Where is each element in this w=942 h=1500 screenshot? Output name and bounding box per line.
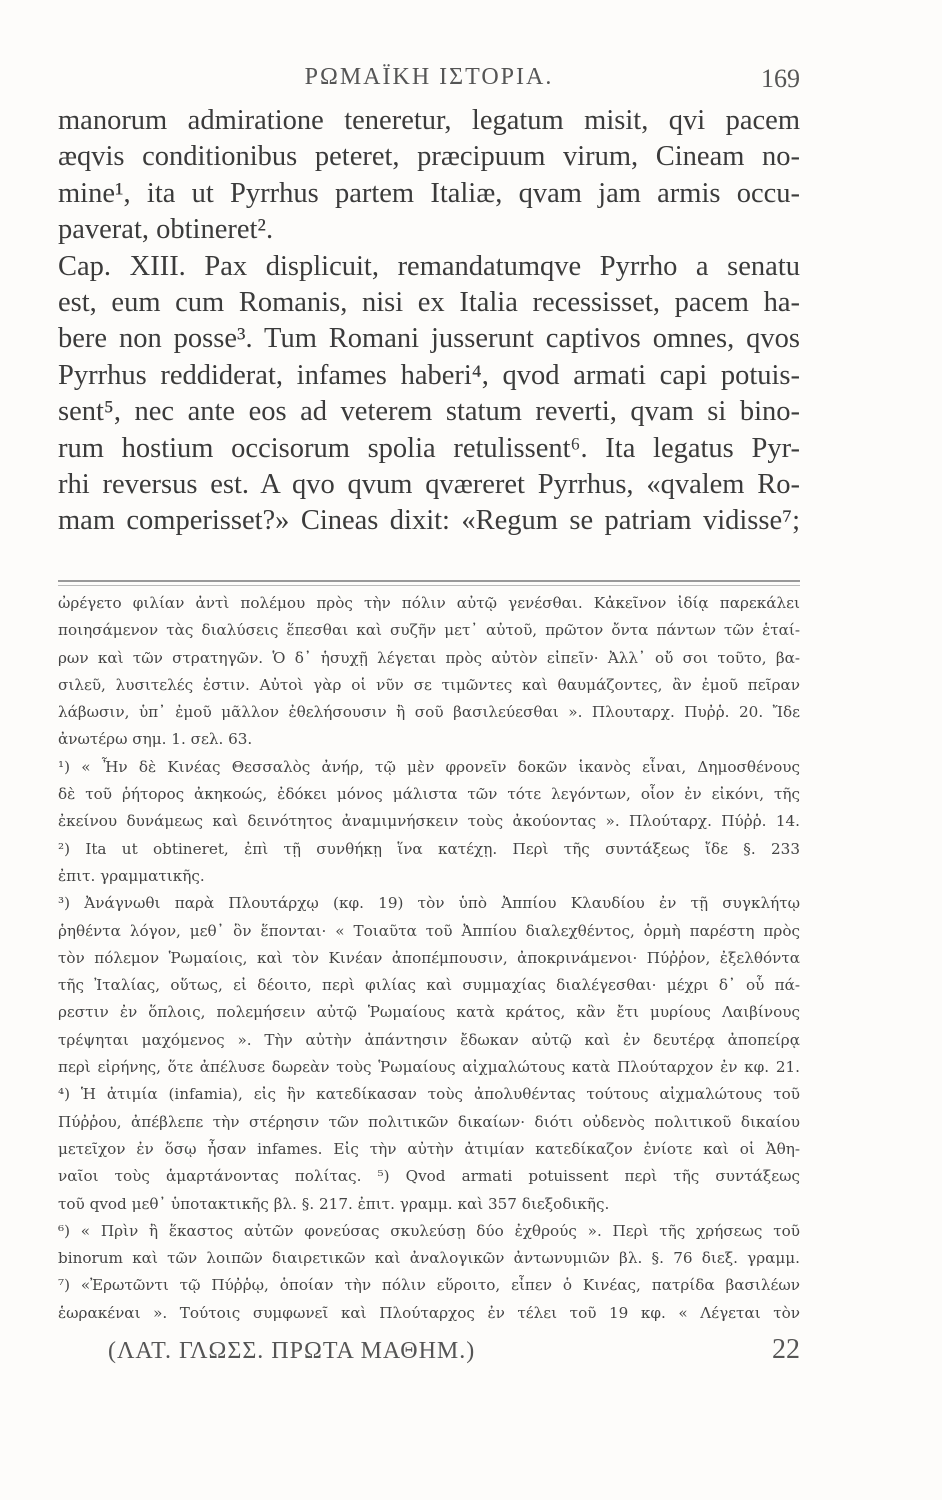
main-line: Cap. XIII. Pax displicuit, remandatumqve Pyrrho a senatu [58, 250, 800, 282]
footnote-line: ²) Ita ut obtineret, ἐπὶ τῇ συνθήκῃ ἵνα κατέχῃ. Περὶ τῆς συντάξεως ἴδε §. 233 [58, 839, 800, 858]
main-line: mam comperisset?» Cineas dixit: «Regum se patriam vidisse⁷; [58, 505, 800, 537]
footnote-line: binorum καὶ τῶν λοιπῶν διαιρετικῶν καὶ ἀναλογικῶν ἀντωνυμιῶν βλ. §. 76 διεξ. γραμμ. [58, 1249, 800, 1268]
footnote-line: Πύῤῥου, ἀπέβλεπε τὴν στέρησιν τῶν πολιτικῶν δικαίων· διότι οὐδενὸς πολιτικοῦ δικαίου [58, 1112, 800, 1131]
footnote-line: ὠρέγετο φιλίαν ἀντὶ πολέμου πρὸς τὴν πόλιν αὐτῷ γενέσθαι. Κἀκεῖνον ἰδίᾳ παρεκάλει [58, 594, 800, 612]
page-number: 169 [761, 64, 800, 93]
running-header [58, 64, 800, 100]
main-line: Pyrrhus reddiderat, infames haberi⁴, qvod armati capi potuis- [58, 359, 800, 391]
main-line: mine¹, ita ut Pyrrhus partem Italiæ, qvam jam armis occu- [58, 177, 800, 209]
footnote-line: ⁶) « Πρὶν ἢ ἕκαστος αὐτῶν φονεύσας σκυλεύσῃ δύο ἐχθρούς ». Περὶ τῆς χρήσεως τοῦ [58, 1221, 800, 1240]
sheet-number: 22 [772, 1334, 800, 1365]
signature-mark: (ΛΑΤ. ΓΛΩΣΣ. ΠΡΩΤΑ ΜΑΘΗΜ.) [108, 1338, 476, 1364]
footnote-line: περὶ εἰρήνης, ὅτε ἀπέλυσε δωρεὰν τοὺς Ῥωμαίους αἰχμαλώτους κατὰ Πλούταρχον ἐν κφ. 21. [58, 1058, 800, 1077]
footnote-line: ρεστιν ἐν ὅπλοις, πολεμήσειν αὐτῷ Ῥωμαίους κατὰ κράτος, κἂν ἔτι μυρίους Λαιβίνους [58, 1003, 800, 1022]
footnote-divider-thin [58, 585, 800, 586]
footnote-line: ἑωρακέναι ». Τούτοις συμφωνεῖ καὶ Πλούταρχος ἐν τέλει τοῦ 19 κφ. « Λέγεται τὸν [58, 1303, 800, 1322]
running-title: ΡΩΜΑΪΚΗ ΙΣΤΟΡΙΑ. [304, 64, 554, 90]
main-line: æqvis conditionibus peteret, præcipuum virum, Cineam no- [58, 141, 800, 173]
footnote-line: δὲ τοῦ ῥήτορος ἀκηκοώς, ἐδόκει μόνος μάλιστα τῶν τότε λεγόντων, οἷον ἐν εἰκόνι, τῆς [58, 785, 800, 804]
footnote-line: ³) Ἀνάγνωθι παρὰ Πλουτάρχῳ (κφ. 19) τὸν ὑπὸ Ἀππίου Κλαυδίου ἐν τῇ συγκλήτῳ [58, 894, 800, 913]
footnote-line: ῥηθέντα λόγον, μεθ᾽ ὃν ἕπονται· « Τοιαῦτα τοῦ Ἀππίου διαλεχθέντος, ὁρμὴ παρέστη πρὸς [58, 921, 800, 940]
footnote-line: ¹) « Ἦν δὲ Κινέας Θεσσαλὸς ἀνήρ, τῷ μὲν φρονεῖν δοκῶν ἱκανὸς εἶναι, Δημοσθένους [58, 757, 800, 776]
footnote-line: ναῖοι τοὺς ἁμαρτάνοντας πολίτας. ⁵) Qvod armati potuissent περὶ τῆς συντάξεως [58, 1167, 800, 1186]
footnote-divider [58, 580, 800, 582]
main-line: paverat, obtineret². [58, 214, 274, 246]
page-footer [108, 1334, 800, 1374]
main-line: manorum admiratione teneretur, legatum misit, qvi pacem [58, 105, 800, 136]
footnote-line: τρέψηται μαχόμενος ». Τὴν αὐτὴν ἀπάντησιν ἔδωκαν αὐτῷ καὶ ἐν δευτέρᾳ ἀποπείρᾳ [58, 1030, 800, 1049]
footnote-line: τοῦ qvod μεθ᾽ ὑποτακτικῆς βλ. §. 217. ἐπιτ. γραμμ. καὶ 357 διεξοδικῆς. [58, 1194, 610, 1213]
main-line: rhi reversus est. A qvo qvum qværeret Pyrrhus, «qvalem Ro- [58, 468, 800, 500]
footnote-line: σιλεῦ, λυσιτελές ἐστιν. Αὐτοὶ γὰρ οἱ νῦν σε τιμῶντες καὶ θαυμάζοντες, ἂν ἐμοῦ πεῖραν [58, 675, 800, 694]
footnote-line: ρων καὶ τῶν στρατηγῶν. Ὁ δ᾽ ἡσυχῇ λέγεται πρὸς αὐτὸν εἰπεῖν· Ἀλλ᾽ οὔ σοι τοῦτο, βα- [58, 648, 800, 667]
footnote-line: ⁷) «Ἐρωτῶντι τῷ Πύῤῥῳ, ὁποίαν τὴν πόλιν εὕροιτο, εἶπεν ὁ Κινέας, πατρίδα βασιλέων [58, 1276, 800, 1295]
footnote-line: ἐκείνου δυνάμεως καὶ δεινότητος ἀναμιμνήσκειν τοὺς ἀκούοντας ». Πλούταρχ. Πύῤῥ. 14. [58, 812, 800, 831]
main-line: bere non posse³. Tum Romani jusserunt captivos omnes, qvos [58, 323, 800, 355]
footnote-line: ⁴) Ἡ ἀτιμία (infamia), εἰς ἣν κατεδίκασαν τοὺς ἀπολυθέντας τούτους αἰχμαλώτους τοῦ [58, 1085, 800, 1104]
main-line: rum hostium occisorum spolia retulissent⁶. Ita legatus Pyr- [58, 432, 800, 464]
main-text [58, 103, 800, 540]
footnote-line: μετεῖχον ἐν ὅσῳ ἦσαν infames. Εἰς τὴν αὐτὴν ἀτιμίαν κατεδίκαζον ἐνίοτε καὶ οἱ Ἀθη- [58, 1139, 800, 1158]
footnote-line: τῆς Ἰταλίας, οὕτως, εἰ δέοιτο, περὶ φιλίας καὶ συμμαχίας διαλέγεσθαι· μέχρι δ᾽ οὗ πά- [58, 976, 800, 995]
footnote-line: λάβωσιν, ὑπ᾽ ἐμοῦ μᾶλλον ἐθελήσουσιν ἢ σοῦ βασιλεύεσθαι ». Πλουταρχ. Πυῤῥ. 20. Ἴδε [58, 703, 800, 722]
footnote-line: ἀνωτέρω σημ. 1. σελ. 63. [58, 730, 253, 749]
footnote-line: ποιησάμενον τὰς διαλύσεις ἕπεσθαι καὶ συζῆν μετ᾽ αὐτοῦ, πρῶτον ὄντα πάντων τῶν ἑταί- [58, 621, 800, 640]
footnote-line: ἐπιτ. γραμματικῆς. [58, 866, 205, 885]
footnotes [58, 590, 800, 1327]
main-line: sent⁵, nec ante eos ad veterem statum reverti, qvam si bino- [58, 396, 800, 428]
main-line: est, eum cum Romanis, nisi ex Italia recessisset, pacem ha- [58, 286, 800, 318]
footnote-line: τὸν πόλεμον Ῥωμαίοις, καὶ τὸν Κινέαν ἀποπέμπουσιν, ἀποκρινάμενοι· Πύῤῥον, ἐξελθόντα [58, 948, 800, 967]
